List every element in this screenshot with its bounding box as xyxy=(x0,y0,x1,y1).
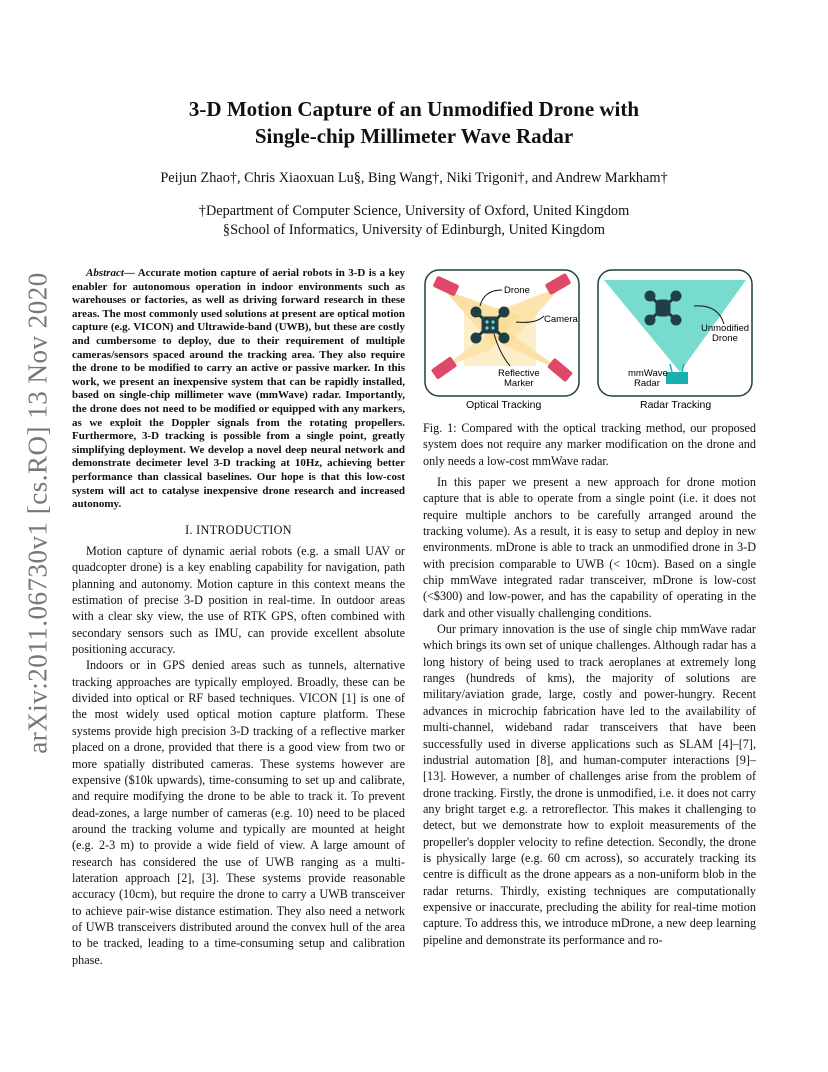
figure-1-illustration xyxy=(424,268,756,416)
title-line-2: Single-chip Millimeter Wave Radar xyxy=(254,124,574,148)
label-drone: Drone xyxy=(504,285,530,296)
paper-title xyxy=(0,96,828,150)
optical-tracking-subtitle: Optical Tracking xyxy=(466,399,542,411)
label-unmodified-2: Drone xyxy=(712,333,738,344)
label-unmodified-1: Unmodified xyxy=(701,323,750,334)
intro-paragraph-1: Motion capture of dynamic aerial robots (e.g. a small UAV or quadcopter drone) is a key enabling capability for navigation, path planning and autonomy. Motion capture in this context means the estimation of precise 3-D position in real-time. In outdoor areas with a clear sky view, the use of RTK GPS, often combined with secondary sensors such as IMU, can provide excellent absolute positioning accuracy. xyxy=(72,544,405,657)
figure-1-caption: Fig. 1: Compared with the optical tracking method, our proposed system does not require any marker modification on the drone and only needs a low-cost mmWave radar. xyxy=(423,421,756,468)
affiliations xyxy=(0,202,828,240)
label-marker-1: Reflective xyxy=(498,368,540,379)
label-radar-1: mmWave xyxy=(628,368,668,379)
left-column xyxy=(72,267,405,968)
radar-icon xyxy=(666,372,688,384)
label-camera: Camera xyxy=(544,314,578,325)
intro-paragraph-2: Indoors or in GPS denied areas such as tunnels, alternative tracking approaches are typically employed. Broadly, these can be divided into optical or RF based techniques. VICON [1] is one of the most widely used optical motion capture platform. These systems provide high precision 3-D tracking of a reflective marker placed on a drone, provided that there is a good view from two or more spatially distributed cameras. These systems however are expensive ($10k upwards), time-consuming to set up and calibrate, and require modifying the drone to be able to track it. To prevent dead-zones, a large number of cameras (e.g. 10) need to be placed around the tracking volume and typically are mounted at height (e.g. 2-3 m) to provide a wide field of view. A large amount of research has considered the use of UWB ranging as a multi-lateration approach [2], [3]. These systems provide reasonable accuracy (10cm), but require the drone to carry a UWB transceiver to achieve pair-wise distance estimation. They also need a network of UWB transceivers distributed around the convex hull of the area to be tracked, leading to a time-consuming setup and calibration phase. xyxy=(72,658,405,967)
radar-tracking-panel xyxy=(598,270,752,411)
author-list: Peijun Zhao†, Chris Xiaoxuan Lu§, Bing Wang†, Niki Trigoni†, and Andrew Markham† xyxy=(160,170,668,186)
affiliation-edinburgh: §School of Informatics, University of Edinburgh, United Kingdom xyxy=(222,222,606,238)
arxiv-stamp xyxy=(18,268,58,758)
label-marker-2: Marker xyxy=(504,378,534,389)
abstract xyxy=(72,267,405,512)
right-paragraph-1: In this paper we present a new approach for drone motion capture that is able to operate from a single point (i.e. it does not require multiple anchors to be carefully arranged around the tracking volume). As a result, it is easy to setup and deploy in new environments. mDrone is able to track an unmodified drone in 3-D with precision comparable to UWB (< 10cm). Based on a single chip mmWave integrated radar transceiver, mDrone is low-cost (<$300) and low-power, and has the capability of operating in the dark and other visually challenging conditions. xyxy=(423,475,756,620)
right-paragraph-2: Our primary innovation is the use of single chip mmWave radar which brings its own set of unique challenges. Although radar has a long history of being used to track aeroplanes at extremely long ranges (hundreds of kms), the majority of solutions are military/aviation grade, large, costly and power-hungry. Recent advances in microchip fabrication have led to the availability of multi-channel, wideband radar transceivers that have been successfully used in diverse applications such as SLAM [4]–[7], industrial automation [8], and human-computer interactions [9]–[13]. However, a number of challenges arise from the problem of drone tracking. Firstly, the drone is unmodified, i.e. it does not carry any bright target e.g. a retroreflector. This makes it challenging to detect, but we demonstrate how to exploit measurements of the propeller's doppler velocity to refine detection. Secondly, the drone is physically large (e.g. 60 cm across), so accurately tracking its centre is difficult as the drone appears as a non-uniform blob in the radar returns. Thirdly, existing techniques are computationally expensive or inaccurate, precluding the ability for real-time motion capture. To address this, we introduce mDrone, a new deep learning pipeline and demonstrate its performance and ro- xyxy=(423,622,756,947)
section-heading-introduction: I. INTRODUCTION xyxy=(185,522,292,537)
label-radar-2: Radar xyxy=(634,378,660,389)
arxiv-identifier: arXiv:2011.06730v1 [cs.RO] 13 Nov 2020 xyxy=(22,272,53,754)
abstract-label: Abstract— xyxy=(86,267,135,279)
optical-tracking-panel xyxy=(425,270,579,411)
figure-1 xyxy=(424,268,756,416)
radar-tracking-subtitle: Radar Tracking xyxy=(640,399,712,411)
affiliation-oxford: †Department of Computer Science, University of Oxford, United Kingdom xyxy=(198,203,630,219)
abstract-text: Accurate motion capture of aerial robots in 3-D is a key enabler for autonomous operation in indoor environments such as warehouses or factories, as well as driving forward research in these areas. The most commonly used solutions at present are optical motion capture (e.g. VICON) and Ultrawide-band (UWB), but these are costly and cumbersome to deploy, due to their requirement of multiple cameras/sensors spaced around the tracking area. They also require the drone to be modified to carry an active or passive marker. In this work, we present an inexpensive system that can be rapidly installed, based on single-chip millimeter wave (mmWave) radar. Importantly, the drone does not need to be modified or equipped with any markers, as we exploit the Doppler signals from the rotating propellers. Furthermore, 3-D tracking is possible from a single point, greatly simplifying deployment. We develop a novel deep neural network and demonstrate decimeter level 3-D tracking at 10Hz, achieving better performance than classical baselines. Our hope is that this low-cost system will act to catalyse inexpensive drone research and increased autonomy. xyxy=(72,267,405,511)
title-line-1: 3-D Motion Capture of an Unmodified Drone with xyxy=(188,97,640,121)
right-column xyxy=(423,474,756,948)
